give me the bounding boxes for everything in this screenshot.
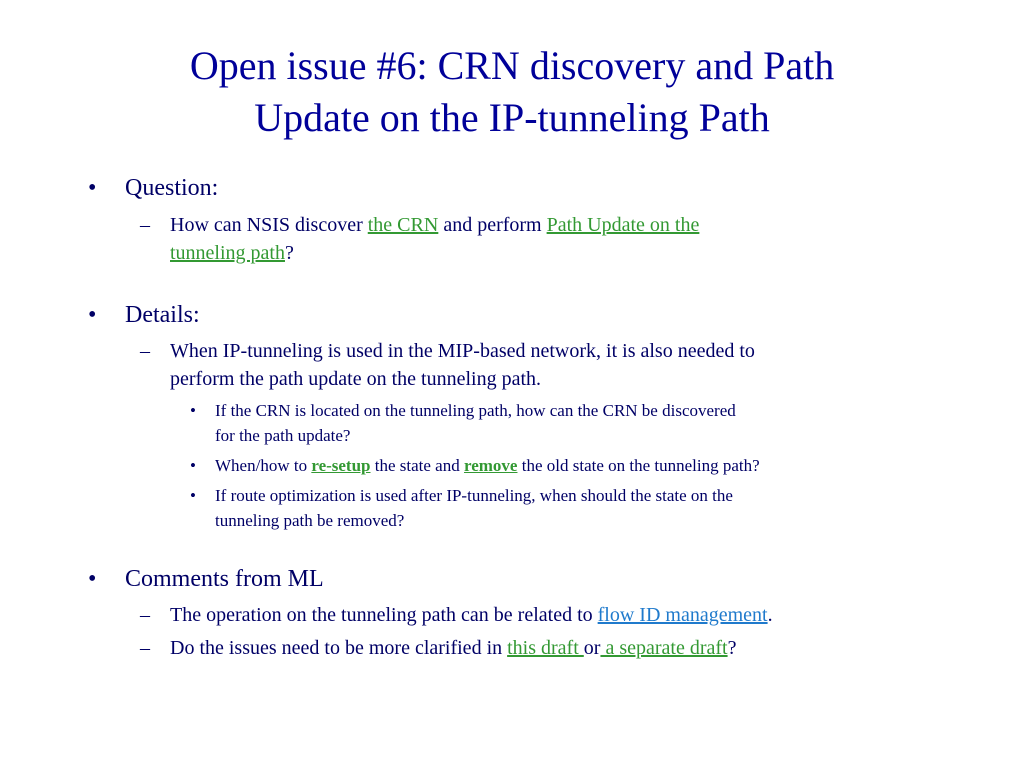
question-heading: Question:	[125, 175, 219, 201]
slide-title-line-1: Open issue #6: CRN discovery and Path	[189, 43, 835, 88]
details-dash: –	[140, 340, 150, 362]
question-bullet: •	[88, 175, 97, 201]
path-update-link-part-2[interactable]: tunneling path	[170, 242, 285, 264]
details-sub-2-text-b: the state and	[370, 456, 464, 475]
slide-title-line-2: Update on the IP-tunneling Path	[254, 95, 770, 140]
flow-id-management-link[interactable]: flow ID management	[597, 604, 768, 626]
comments-item-2-text-a: Do the issues need to be more clarified in	[170, 637, 508, 659]
comments-item-2-text-c: ?	[727, 637, 737, 659]
separate-draft-link[interactable]: a separate draft	[600, 637, 728, 659]
details-sub-bullet-2: •	[190, 456, 196, 475]
remove-link[interactable]: remove	[463, 456, 518, 475]
details-sub-bullet-1: •	[190, 401, 196, 420]
comments-heading: Comments from ML	[125, 566, 324, 592]
question-item-line-2	[170, 242, 294, 265]
details-heading: Details:	[125, 302, 200, 328]
the-crn-link[interactable]: the CRN	[367, 214, 439, 236]
details-sub-2	[215, 456, 760, 476]
details-sub-1-line-2: for the path update?	[215, 426, 351, 445]
comments-item-1-text-a: The operation on the tunneling path can be related to	[170, 604, 598, 626]
comments-item-1	[170, 604, 773, 627]
path-update-link-part-1[interactable]: Path Update on the	[546, 214, 700, 236]
comments-dash-1: –	[140, 604, 150, 626]
question-item-line-1	[170, 214, 699, 237]
details-sub-2-text-c: the old state on the tunneling path?	[517, 456, 760, 475]
details-bullet: •	[88, 302, 97, 328]
question-text-c: ?	[284, 242, 294, 264]
question-text-a: How can NSIS discover	[170, 214, 368, 236]
re-setup-link[interactable]: re-setup	[311, 456, 371, 475]
comments-dash-2: –	[140, 637, 150, 659]
question-text-b: and perform	[438, 214, 547, 236]
details-sub-2-text-a: When/how to	[215, 456, 312, 475]
question-dash: –	[140, 214, 150, 236]
this-draft-link[interactable]: this draft	[507, 637, 584, 659]
comments-item-2-text-b: or	[583, 637, 601, 659]
details-sub-1-line-1: If the CRN is located on the tunneling path, how can the CRN be discovered	[215, 401, 736, 420]
details-item-line-2: perform the path update on the tunneling path.	[170, 368, 542, 390]
details-item-line-1: When IP-tunneling is used in the MIP-based network, it is also needed to	[170, 340, 755, 362]
comments-bullet: •	[88, 566, 97, 592]
details-sub-3-line-1: If route optimization is used after IP-tunneling, when should the state on the	[215, 486, 733, 505]
details-sub-bullet-3: •	[190, 486, 196, 505]
details-sub-3-line-2: tunneling path be removed?	[215, 511, 405, 530]
comments-item-2	[170, 637, 736, 660]
comments-item-1-text-b: .	[767, 604, 773, 626]
